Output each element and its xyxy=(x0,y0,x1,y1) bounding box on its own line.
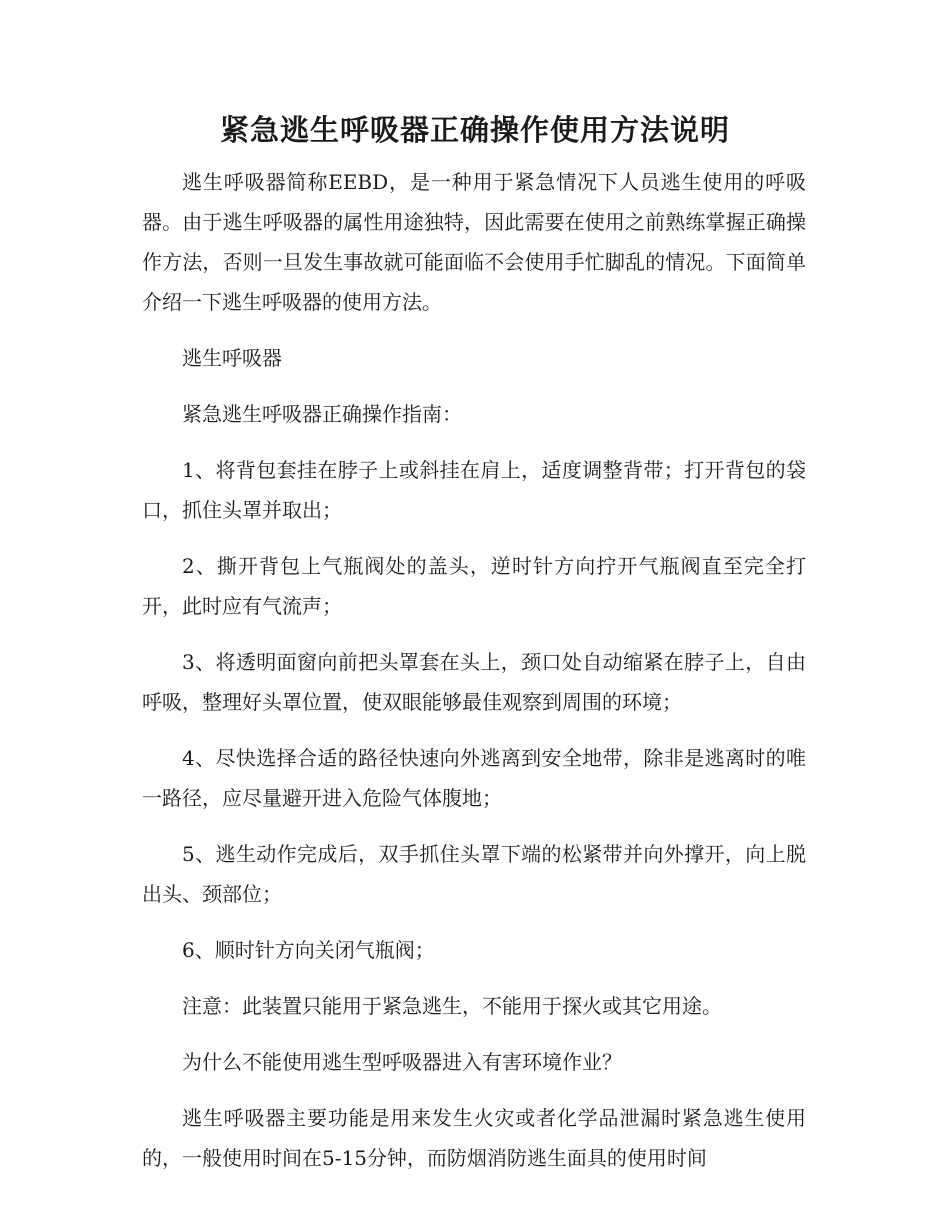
step-3: 3、将透明面窗向前把头罩套在头上，颈口处自动缩紧在脖子上，自由呼吸，整理好头罩位置，使双眼能够最佳观察到周围的环境； xyxy=(142,650,806,714)
guide-heading: 紧急逃生呼吸器正确操作指南： xyxy=(182,402,462,426)
section-label: 逃生呼吸器 xyxy=(182,346,282,370)
document-body xyxy=(142,162,806,1194)
note-paragraph: 注意：此装置只能用于紧急逃生，不能用于探火或其它用途。 xyxy=(182,994,722,1018)
answer-paragraph: 逃生呼吸器主要功能是用来发生火灾或者化学品泄漏时紧急逃生使用的，一般使用时间在5-15分钟，而防烟消防逃生面具的使用时间 xyxy=(142,1106,806,1170)
document-title: 紧急逃生呼吸器正确操作使用方法说明 xyxy=(219,113,730,147)
step-2: 2、撕开背包上气瓶阀处的盖头，逆时针方向拧开气瓶阀直至完全打开，此时应有气流声； xyxy=(142,554,806,618)
step-5: 5、逃生动作完成后，双手抓住头罩下端的松紧带并向外撑开，向上脱出头、颈部位； xyxy=(142,842,806,906)
intro-paragraph: 逃生呼吸器简称EEBD，是一种用于紧急情况下人员逃生使用的呼吸器。由于逃生呼吸器的属性用途独特，因此需要在使用之前熟练掌握正确操作方法，否则一旦发生事故就可能面临不会使用手忙脚乱的情况。下面简单介绍一下逃生呼吸器的使用方法。 xyxy=(142,170,806,314)
step-4: 4、尽快选择合适的路径快速向外逃离到安全地带，除非是逃离时的唯一路径，应尽量避开进入危险气体腹地； xyxy=(142,746,806,810)
question-paragraph: 为什么不能使用逃生型呼吸器进入有害环境作业？ xyxy=(182,1050,622,1074)
step-6: 6、顺时针方向关闭气瓶阀； xyxy=(182,938,435,962)
step-1: 1、将背包套挂在脖子上或斜挂在肩上，适度调整背带；打开背包的袋口，抓住头罩并取出； xyxy=(142,458,806,522)
